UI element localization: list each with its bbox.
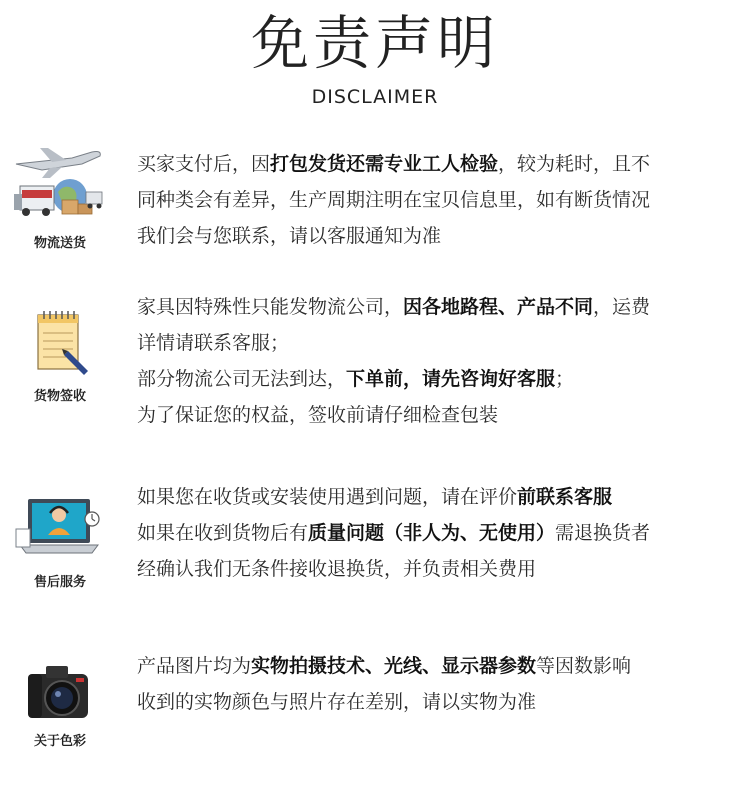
- emphasis-text: 实物拍摄技术、光线、显示器参数: [251, 655, 537, 677]
- section-icon-box: [12, 489, 108, 590]
- section-icon-box: [12, 309, 108, 404]
- text-segment: 需退换货者: [555, 522, 651, 544]
- emphasis-text: 下单前，请先咨询好客服: [346, 368, 556, 390]
- text-line: [137, 648, 742, 684]
- text-line: [137, 218, 742, 254]
- section-icon-box: [12, 144, 108, 251]
- text-line: [137, 325, 742, 361]
- text-line: [137, 146, 742, 182]
- emphasis-text: 前联系客服: [517, 486, 613, 508]
- section-text: [137, 479, 742, 587]
- text-line: [137, 397, 742, 433]
- section-text: [137, 289, 742, 433]
- text-segment: 如果在收到货物后有: [137, 522, 309, 544]
- text-line: [137, 289, 742, 325]
- emphasis-text: 因各地路程、产品不同: [403, 296, 594, 318]
- emphasis-text: 质量问题（非人为、无使用）: [308, 522, 556, 544]
- text-segment: 等因数影响: [536, 655, 632, 677]
- text-segment: 家具因特殊性只能发物流公司，: [137, 296, 404, 318]
- notepad-pen-icon: [12, 309, 108, 381]
- text-line: [137, 182, 742, 218]
- section-label: 物流送货: [33, 236, 86, 251]
- text-line: [137, 684, 742, 720]
- camera-icon: [12, 660, 108, 726]
- emphasis-text: 打包发货还需专业工人检验: [270, 153, 499, 175]
- text-segment: 为了保证您的权益，签收前请仔细检查包装: [137, 404, 499, 426]
- section-text: [137, 648, 742, 720]
- airplane-truck-icon: [12, 144, 108, 228]
- text-segment: 产品图片均为: [137, 655, 252, 677]
- text-line: [137, 479, 742, 515]
- page-subtitle: DISCLAIMER: [311, 86, 439, 108]
- section-icon-box: [12, 660, 108, 749]
- text-segment: ，运费: [593, 296, 651, 318]
- text-segment: 收到的实物颜色与照片存在差别，请以实物为准: [137, 691, 537, 713]
- text-segment: 如果您在收货或安装使用遇到问题，请在评价: [137, 486, 518, 508]
- text-segment: 买家支付后，因: [137, 153, 271, 175]
- page-title: 免责声明: [250, 9, 499, 77]
- text-segment: 详情请联系客服；: [137, 332, 290, 354]
- section-label: 关于色彩: [33, 734, 86, 749]
- text-segment: ，较为耗时，且不: [498, 153, 651, 175]
- section-label: 货物签收: [33, 389, 86, 404]
- text-segment: 经确认我们无条件接收退换货，并负责相关费用: [137, 558, 537, 580]
- text-line: [137, 551, 742, 587]
- text-segment: ；: [555, 368, 575, 390]
- section-label: 售后服务: [33, 575, 86, 590]
- text-segment: 同种类会有差异，生产周期注明在宝贝信息里，如有断货情况: [137, 189, 651, 211]
- text-segment: 我们会与您联系，请以客服通知为准: [137, 225, 442, 247]
- customer-service-laptop-icon: [12, 489, 108, 567]
- text-line: [137, 515, 742, 551]
- section-text: [137, 146, 742, 254]
- text-line: [137, 361, 742, 397]
- text-segment: 部分物流公司无法到达，: [137, 368, 347, 390]
